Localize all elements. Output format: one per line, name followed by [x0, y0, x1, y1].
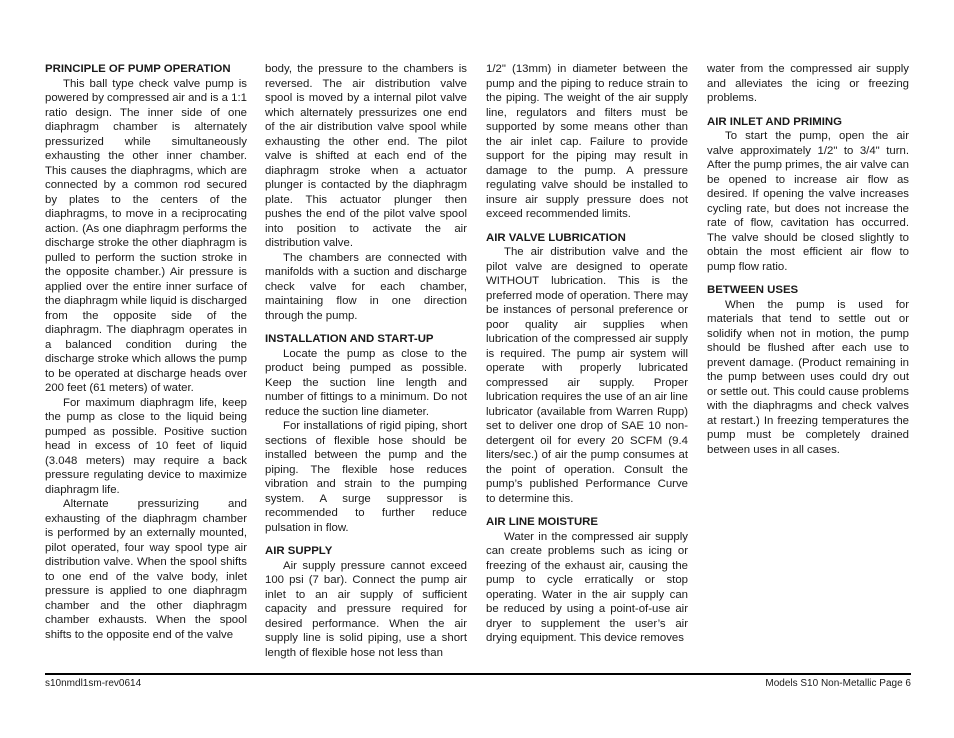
heading-air-supply: AIR SUPPLY — [265, 545, 333, 557]
paragraph-pump-operation-1: This ball type check valve pump is powered by compressed air and is a 1:1 ratio design. The inner side of one diaphragm chamber is alternately pressurized while simultaneously exhausting the other inner chamber. This causes the diaphragms, which are connected by a common rod secured by plates to the centers of the diaphragms, to move in a reciprocating action. (As one diaphragm performs the discharge stroke the other diaphragm is pulled to perform the suction stroke in the opposite chamber.) Air pressure is applied over the entire inner surface of the diaphragm while liquid is discharged from the opposite side of the diaphragm. The diaphragm operates in a balanced condition during the discharge stroke which allows the pump to be operated at discharge heads over 200 feet (61 meters) of water. — [45, 77, 247, 394]
paragraph-chambers: The chambers are connected with manifolds with a suction and discharge check valve for each chamber, maintaining flow in one direction through the pump. — [265, 251, 467, 322]
footer-document-code: s10nmdl1sm-rev0614 — [45, 678, 142, 689]
heading-principle-of-pump-operation: PRINCIPLE OF PUMP OPERATION — [45, 63, 231, 75]
paragraph-pump-operation-2: For maximum diaphragm life, keep the pump as close to the liquid being pumped as possible. Positive suction head in excess of 10 feet of liquid (3.048 meters) may require a back pressure regulating device to maximize diaphragm life. — [45, 396, 247, 496]
paragraph-air-valve-lubrication: The air distribution valve and the pilot valve are designed to operate WITHOUT lubrication. This is the preferred mode of operation. There may be instances of personal preference or poor quality air supplies when lubrication of the compressed air supply is required. The pump air system will operate with properly lubricated compressed air supply. Proper lubrication requires the use of an air line lubricator (available from Warren Rupp) set to deliver one drop of SAE 10 non-detergent oil for every 20 SCFM (9.4 liters/sec.) of air the pump consumes at the point of operation. Consult the pump’s published Performance Curve to determine this. — [486, 246, 688, 505]
paragraph-installation-2: For installations of rigid piping, short sections of flexible hose should be installed between the pump and the piping. The flexible hose reduces vibration and strain to the pumping system. A surge suppressor is recommended to further reduce pulsation in flow. — [265, 420, 467, 534]
column-2 — [265, 62, 467, 660]
heading-air-valve-lubrication: AIR VALVE LUBRICATION — [486, 231, 626, 244]
column-1 — [45, 62, 247, 642]
footer-divider — [45, 673, 911, 675]
paragraph-installation-1: Locate the pump as close to the product being pumped as possible. Keep the suction line length and number of fittings to a minimum. Do not reduce the suction line diameter. — [265, 347, 467, 418]
paragraph-pump-operation-continued: body, the pressure to the chambers is reversed. The air distribution valve spool is moved by a internal pilot valve which alternately pressurizes one end of the air distribution valve spool while exhausting the other end. The pilot valve is shifted at each end of the diaphragm stroke when a actuator plunger is contacted by the diaphragm plate. This actuator plunger then pushes the end of the pilot valve spool into position to activate the air distribution valve. — [265, 63, 467, 249]
paragraph-air-inlet-and-priming: To start the pump, open the air valve approximately 1/2" to 3/4" turn. After the pump primes, the air valve can be opened to increase air flow as desired. If opening the valve increases cycling rate, but does not increase the rate of flow, cavitation has occurred. The valve should be closed slightly to obtain the most efficient air flow to pump flow ratio. — [707, 130, 909, 273]
paragraph-between-uses: When the pump is used for materials that tend to settle out or solidify when not in motion, the pump should be flushed after each use to prevent damage. (Product remaining in the pump between uses could dry out or settle out. This could cause problems with the diaphragms and check valves at restart.) In freezing temperatures the pump must be completely drained between uses in all cases. — [707, 298, 909, 456]
paragraph-air-line-moisture: Water in the compressed air supply can create problems such as icing or freezing of the exhaust air, causing the pump to cycle erratically or stop operating. Water in the air supply can be reduced by using a point-of-use air dryer to supplement the user’s air drying equipment. This device removes — [486, 530, 688, 644]
paragraph-pump-operation-3: Alternate pressurizing and exhausting of the diaphragm chamber is performed by an externally mounted, pilot operated, four way spool type air distribution valve. When the spool shifts to one end of the valve body, inlet pressure is applied to one diaphragm chamber and the other diaphragm chamber exhausts. When the spool shifts to the opposite end of the valve — [45, 498, 247, 641]
column-4 — [707, 62, 909, 457]
heading-air-line-moisture: AIR LINE MOISTURE — [486, 516, 599, 528]
heading-air-inlet-and-priming: AIR INLET AND PRIMING — [707, 115, 842, 128]
column-3 — [486, 62, 688, 646]
footer-page-label: Models S10 Non-Metallic Page 6 — [765, 678, 911, 689]
paragraph-air-line-moisture-continued: water from the compressed air supply and alleviates the icing or freezing problems. — [707, 63, 909, 104]
heading-installation-and-start-up: INSTALLATION AND START-UP — [265, 333, 434, 345]
paragraph-air-supply: Air supply pressure cannot exceed 100 psi (7 bar). Connect the pump air inlet to an air supply of sufficient capacity and pressure required for desired performance. When the air supply line is solid piping, use a short length of flexible hose not less than — [265, 559, 467, 659]
paragraph-air-supply-continued: 1/2" (13mm) in diameter between the pump and the piping to reduce strain to the piping. The weight of the air supply line, regulators and filters must be supported by some means other than the air inlet cap. Failure to provide support for the piping may result in damage to the pump. A pressure regulating valve should be installed to insure air supply pressure does not exceed recommended limits. — [486, 63, 688, 220]
heading-between-uses: BETWEEN USES — [707, 284, 799, 296]
